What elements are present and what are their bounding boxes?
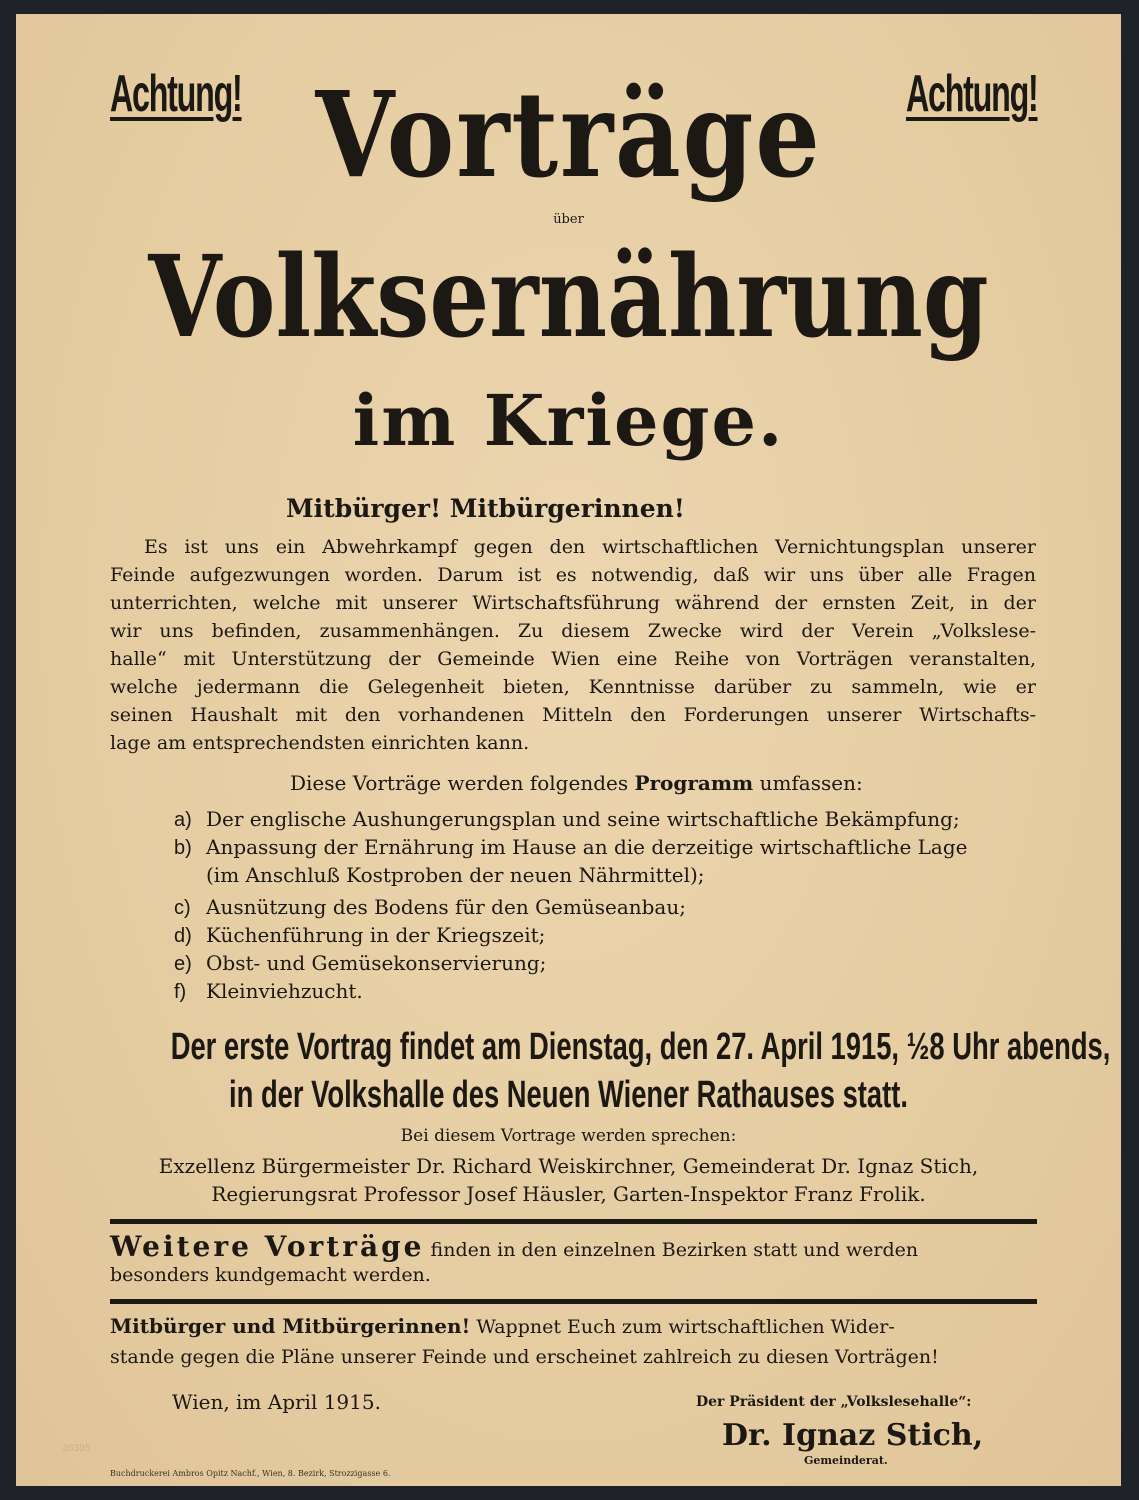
body-line: seinen Haushalt mit den vorhandenen Mitteln den Forderungen unserer Wirtschafts-: [110, 704, 1036, 726]
title-volksernaehrung: Volksernährung: [148, 232, 989, 363]
achtung-left: Achtung!: [110, 65, 242, 123]
appeal-bold: Mitbürger und Mitbürgerinnen!: [110, 1314, 471, 1338]
further-lectures-line-1: [110, 1232, 1036, 1265]
achtung-right: Achtung!: [906, 65, 1038, 123]
speakers-line-2: Regierungsrat Professor Josef Häusler, Garten-Inspektor Franz Frolik.: [211, 1182, 926, 1206]
program-item-e: [174, 948, 546, 979]
program-item-letter: a): [174, 809, 192, 831]
printer-imprint: Buchdruckerei Ambros Opitz Nachf., Wien, 8. Bezirk, Strozzigasse 6.: [110, 1469, 391, 1478]
further-lectures-heading: Weitere Vorträge: [110, 1230, 425, 1263]
body-line: lage am entsprechendsten einrichten kann.: [110, 732, 530, 754]
announcement-line-2: in der Volkshalle des Neuen Wiener Rathauses statt.: [229, 1074, 908, 1116]
program-item-a: [174, 804, 960, 835]
greeting: Mitbürger! Mitbürgerinnen!: [286, 494, 685, 523]
program-item-letter: d): [174, 925, 192, 947]
program-item-b-continued: [174, 860, 705, 890]
body-line: unterrichten, welche mit unserer Wirtschaftsführung während der ernsten Zeit, in der: [110, 592, 1036, 614]
program-item-text: Küchenführung in der Kriegszeit;: [206, 923, 546, 947]
title-im-kriege: im Kriege.: [352, 379, 785, 462]
program-intro: [290, 771, 863, 795]
further-lectures-line-2: besonders kundgemacht werden.: [110, 1264, 431, 1286]
program-intro-bold: Programm: [634, 771, 754, 795]
title-uber: über: [553, 212, 584, 227]
program-item-letter: c): [174, 897, 191, 919]
president-role: Gemeinderat.: [804, 1454, 888, 1467]
speakers-intro: Bei diesem Vortrage werden sprechen:: [400, 1126, 737, 1146]
body-line: welche jedermann die Gelegenheit bieten, Kenntnisse darüber zu sammeln, wie er: [110, 676, 1036, 698]
program-item-d: [174, 920, 545, 951]
divider-bottom: [110, 1299, 1037, 1304]
speakers-line-1: Exzellenz Bürgermeister Dr. Richard Weiskirchner, Gemeinderat Dr. Ignaz Stich,: [158, 1154, 979, 1178]
program-intro-before: Diese Vorträge werden folgendes: [290, 771, 629, 795]
president-title: Der Präsident der „Volkslesehalle“:: [696, 1394, 972, 1410]
president-name: Dr. Ignaz Stich,: [722, 1418, 984, 1453]
program-item-b: [174, 832, 968, 863]
appeal-text: Wappnet Euch zum wirtschaftlichen Wider-: [476, 1316, 895, 1338]
place-date: Wien, im April 1915.: [172, 1390, 381, 1414]
title-vortraege: Vorträge: [315, 65, 822, 204]
program-item-c: [174, 892, 686, 923]
body-line: Es ist uns ein Abwehrkampf gegen den wirtschaftlichen Vernichtungsplan unserer: [144, 536, 1036, 558]
program-item-text: Obst- und Gemüsekonservierung;: [206, 951, 547, 975]
body-line: halle“ mit Unterstützung der Gemeinde Wien eine Reihe von Vorträgen veranstalten,: [110, 648, 1036, 670]
program-item-text: Anpassung der Ernährung im Hause an die derzeitige wirtschaftliche Lage: [206, 835, 968, 859]
program-item-text: Der englische Aushungerungsplan und seine wirtschaftliche Bekämpfung;: [206, 807, 960, 831]
appeal-line-2: stande gegen die Pläne unserer Feinde und erscheinet zahlreich zu diesen Vorträgen!: [110, 1346, 939, 1368]
program-item-f: [174, 976, 363, 1007]
announcement-line-1: Der erste Vortrag findet am Dienstag, den 27. April 1915, ½8 Uhr abends,: [170, 1026, 1111, 1068]
program-item-text: (im Anschluß Kostproben der neuen Nährmittel);: [206, 863, 705, 887]
body-line: Feinde aufgezwungen worden. Darum ist es notwendig, daß wir uns über alle Fragen: [110, 564, 1036, 586]
program-item-text: Kleinviehzucht.: [206, 979, 363, 1003]
divider-top: [110, 1219, 1037, 1224]
poster: [16, 14, 1121, 1486]
program-intro-after: umfassen:: [759, 771, 863, 795]
archive-mark: 26395: [62, 1444, 91, 1454]
program-item-text: Ausnützung des Bodens für den Gemüseanbau;: [206, 895, 686, 919]
body-line: wir uns befinden, zusammenhängen. Zu diesem Zwecke wird der Verein „Volkslese-: [110, 620, 1036, 642]
program-item-letter: e): [174, 953, 192, 975]
program-item-letter: f): [174, 981, 187, 1003]
appeal-line-1: [110, 1314, 1036, 1338]
further-lectures-text: finden in den einzelnen Bezirken statt und werden: [430, 1239, 919, 1261]
program-item-letter: b): [174, 837, 192, 859]
